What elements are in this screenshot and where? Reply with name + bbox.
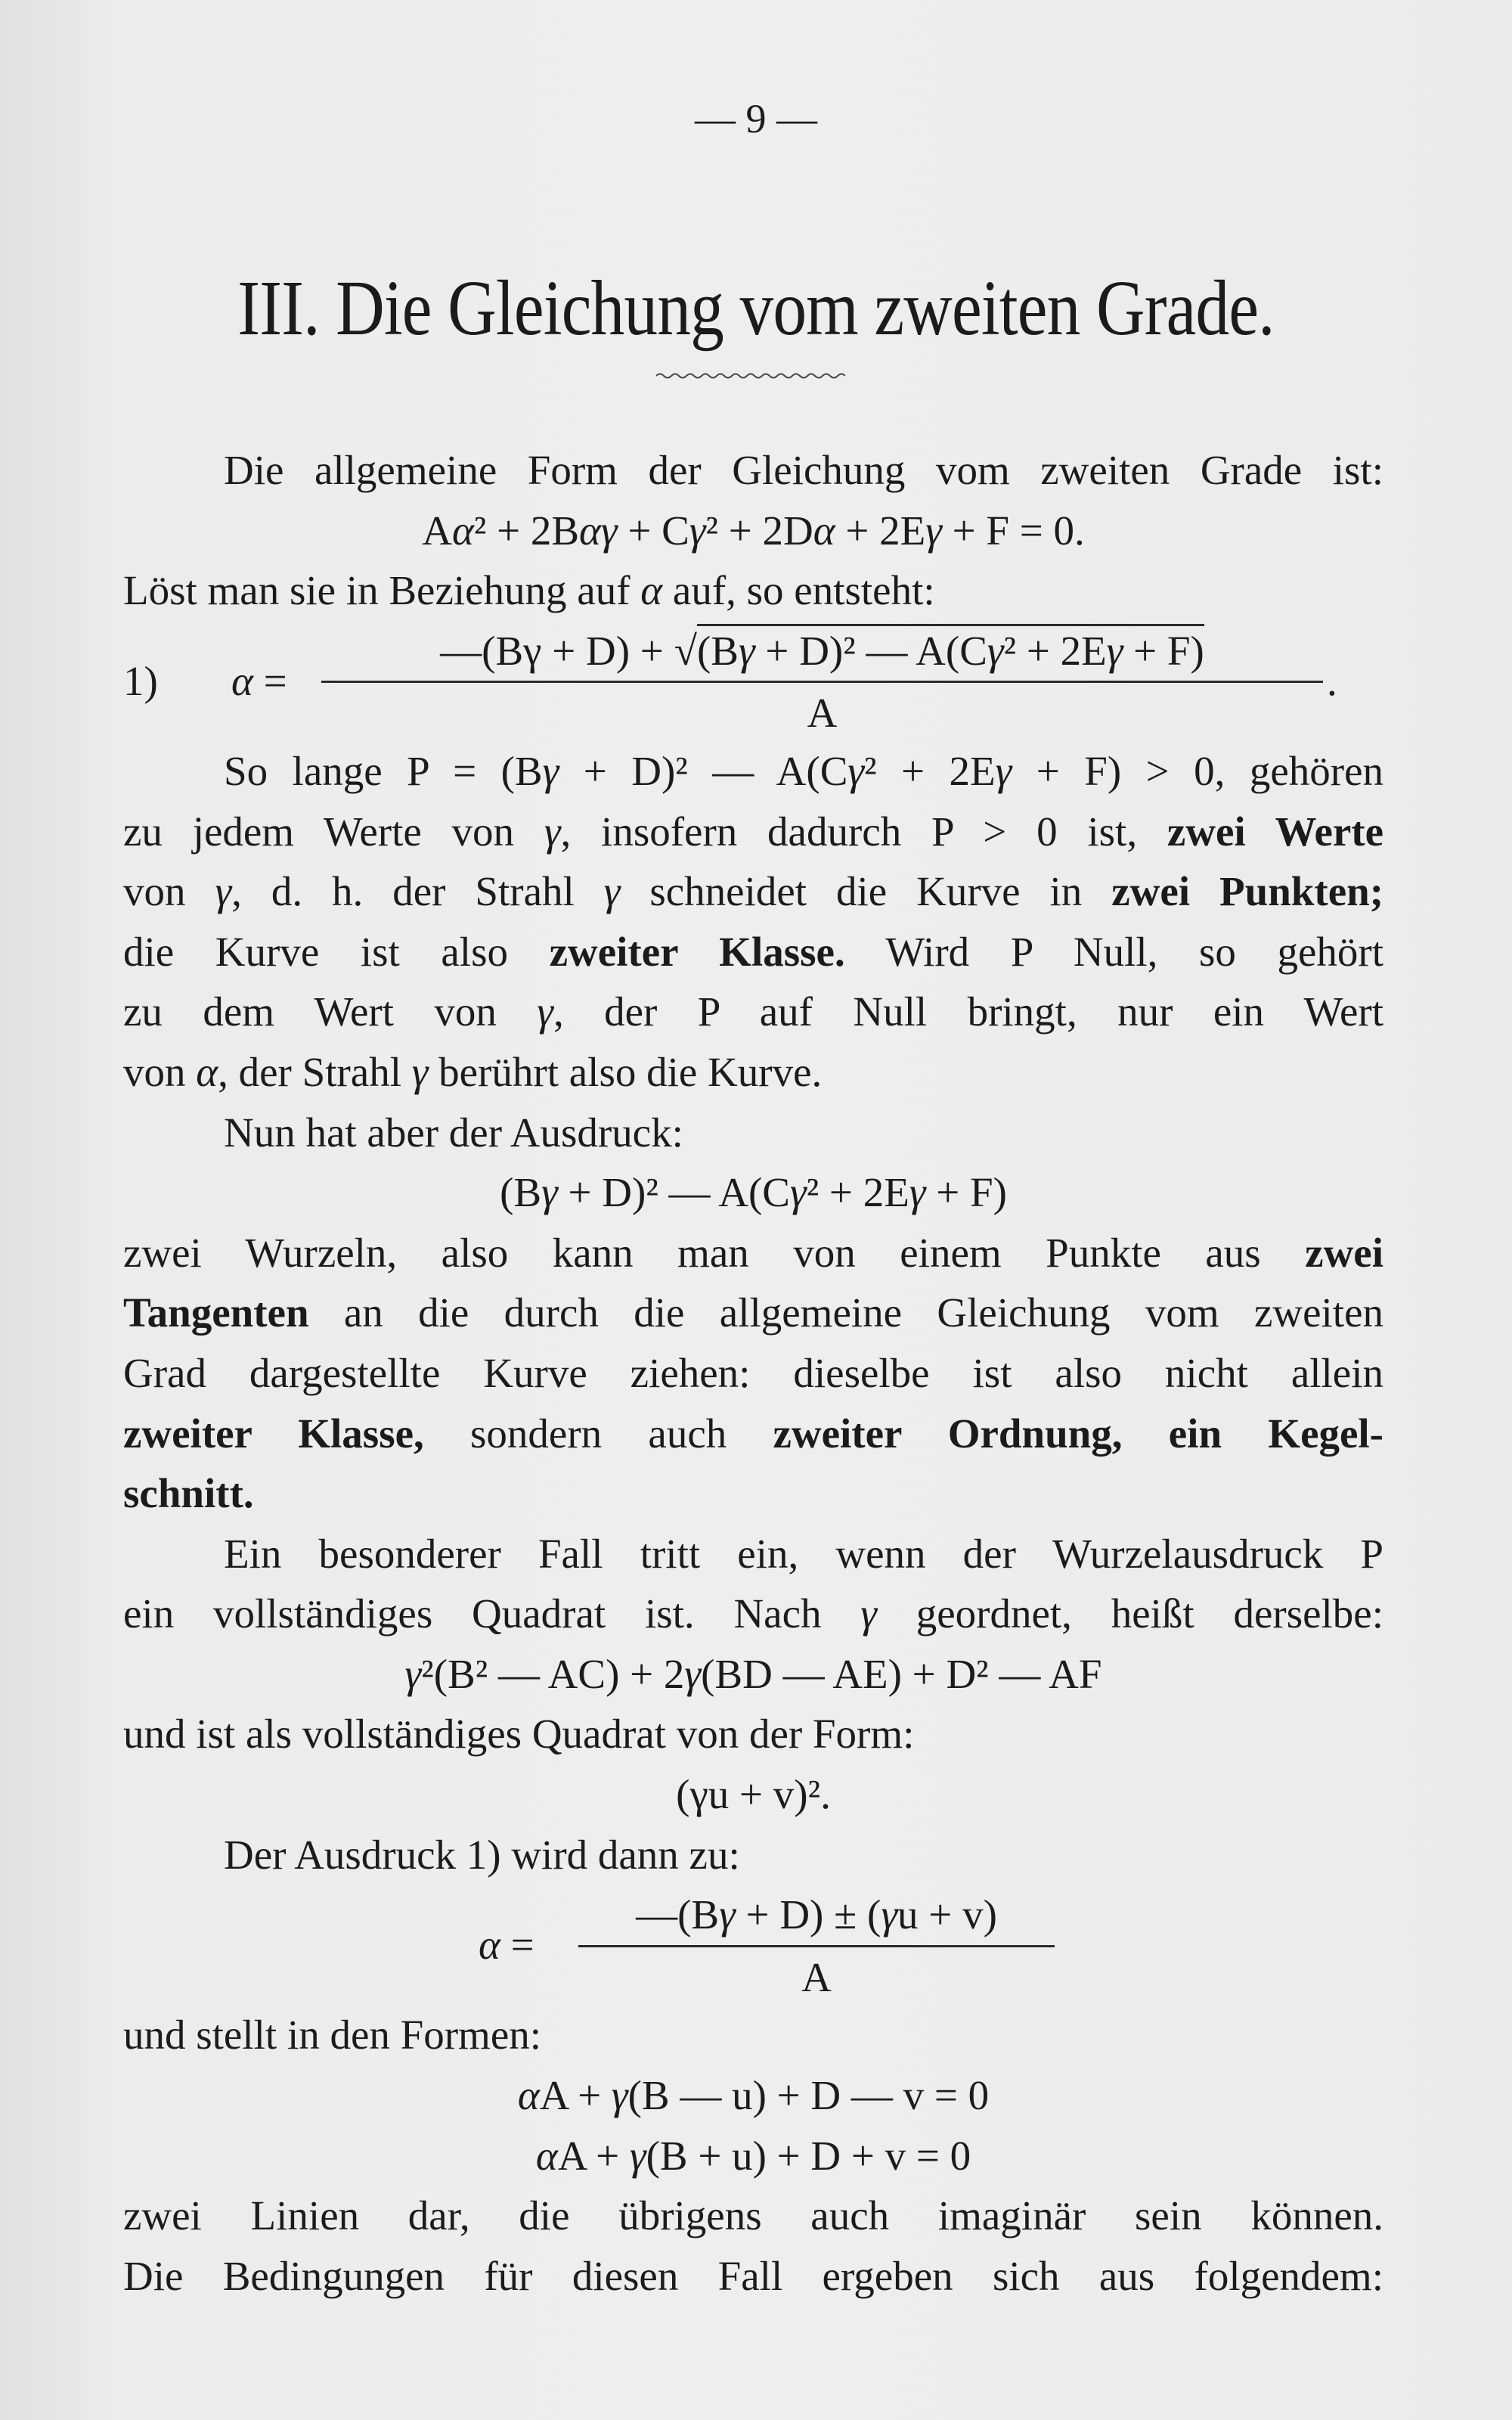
text-line: [123, 982, 1383, 1042]
text-run: zu dem Wert von γ, der P auf Null bringt, nur ein Wert: [123, 988, 1383, 1035]
text-run: Der Ausdruck 1) wird dann zu:: [224, 1831, 740, 1878]
text-run: zwei Wurzeln, also kann man von einem Punkte aus: [123, 1229, 1306, 1276]
square-root-sign: √: [674, 627, 697, 674]
page-number: — 9 —: [695, 96, 817, 141]
display-equation: [123, 1162, 1383, 1223]
text-run: an die durch die allgemeine Gleichung vom zweiten: [308, 1289, 1383, 1336]
text-line: [123, 1042, 1383, 1103]
text-line: [123, 2186, 1383, 2246]
text-run: So lange P = (Bγ + D)² — A(Cγ² + 2Eγ + F) > 0, gehören: [224, 747, 1383, 794]
text-line: [123, 1584, 1383, 1644]
text-run: Aα² + 2Bαγ + Cγ² + 2Dα + 2Eγ + F = 0.: [422, 507, 1085, 554]
bold-emphasis: schnitt.: [123, 1470, 254, 1517]
text-line: [123, 1404, 1383, 1464]
text-line: [123, 2005, 1383, 2065]
fraction-numerator: —(Bγ + D) ± (γu + v): [636, 1891, 997, 1938]
text-line: [123, 1343, 1383, 1404]
text-run: ein vollständiges Quadrat ist. Nach γ geordnet, heißt derselbe:: [123, 1590, 1383, 1637]
text-run: sondern auch: [423, 1410, 773, 1457]
equation-period: .: [1327, 657, 1337, 704]
text-line: [123, 1825, 1383, 1885]
wavy-ornament-rule: [656, 372, 845, 380]
text-line: [123, 1223, 1383, 1283]
text-run: die Kurve ist also: [123, 928, 550, 975]
text-run: Ein besonderer Fall tritt ein, wenn der Wurzelausdruck P: [224, 1530, 1383, 1577]
fraction-numerator: [321, 621, 1323, 681]
bold-emphasis: zweiter Klasse.: [549, 928, 845, 975]
fraction: [578, 1885, 1055, 2007]
bold-emphasis: Tangenten: [123, 1289, 309, 1336]
page-body: [123, 440, 1383, 2306]
fraction-denominator: A: [321, 681, 1323, 743]
text-line: [123, 741, 1383, 802]
text-run: Die allgemeine Form der Gleichung vom zweiten Grade ist:: [224, 447, 1383, 493]
text-line: [123, 560, 1383, 621]
text-run: zwei Linien dar, die übrigens auch imaginär sein können.: [123, 2192, 1383, 2239]
text-run: von γ, d. h. der Strahl γ schneidet die Kurve in: [123, 868, 1112, 915]
text-line: [123, 802, 1383, 862]
text-run: Die Bedingungen für diesen Fall ergeben sich aus folgendem:: [123, 2252, 1383, 2299]
equation-lhs: α =: [479, 1922, 534, 1969]
bold-emphasis: zwei Werte: [1167, 808, 1383, 855]
bold-emphasis: zweiter Klasse,: [123, 1410, 424, 1457]
text-run: und ist als vollständiges Quadrat von der Form:: [123, 1711, 915, 1758]
text-run: zu jedem Werte von γ, insofern dadurch P > 0 ist,: [123, 808, 1167, 855]
text-run: αA + γ(B + u) + D + v = 0: [535, 2132, 971, 2179]
text-line: [123, 1103, 1383, 1163]
text-run: (Bγ + D)² — A(Cγ² + 2Eγ + F): [500, 1169, 1007, 1216]
fraction: [321, 621, 1323, 743]
text-line: [123, 440, 1383, 501]
text-run: αA + γ(B — u) + D — v = 0: [517, 2072, 990, 2119]
display-equation: [123, 1764, 1383, 1825]
text-run: (γu + v)².: [676, 1771, 831, 1818]
equation-number: 1): [123, 657, 158, 704]
text-line: [123, 1524, 1383, 1584]
text-line: [123, 1704, 1383, 1764]
equation-lhs: α =: [231, 657, 287, 704]
text-run: Wird P Null, so gehört: [844, 928, 1384, 975]
text-line: [123, 1463, 1383, 1524]
equation-1: [123, 621, 1383, 741]
text-line: [123, 1283, 1383, 1343]
bold-emphasis: zwei: [1305, 1229, 1383, 1276]
radicand: (Bγ + D)² — A(Cγ² + 2Eγ + F): [697, 624, 1204, 674]
text-run: γ²(B² — AC) + 2γ(BD — AE) + D² — AF: [404, 1650, 1102, 1697]
display-equation: [123, 2065, 1383, 2126]
text-line: [123, 922, 1383, 982]
text-run: und stellt in den Formen:: [123, 2012, 542, 2059]
text-run: Grad dargestellte Kurve ziehen: dieselbe ist also nicht allein: [123, 1349, 1383, 1396]
bold-emphasis: zwei Punkten;: [1111, 868, 1384, 915]
fraction-denominator: A: [578, 1945, 1055, 2008]
numerator-prefix: —(Bγ + D) +: [440, 627, 664, 674]
chapter-heading: III. Die Gleichung vom zweiten Grade.: [237, 265, 1275, 352]
text-run: Löst man sie in Beziehung auf α auf, so entsteht:: [123, 567, 935, 614]
text-line: [123, 2246, 1383, 2307]
bold-emphasis: zweiter Ordnung, ein Kegel-: [773, 1410, 1383, 1457]
text-line: [123, 861, 1383, 922]
display-equation: [123, 501, 1383, 561]
equation-2: [123, 1885, 1383, 2005]
text-run: Nun hat aber der Ausdruck:: [224, 1109, 683, 1156]
display-equation: [123, 1644, 1383, 1705]
display-equation: [123, 2126, 1383, 2186]
text-run: von α, der Strahl γ berührt also die Kurve.: [123, 1048, 823, 1095]
